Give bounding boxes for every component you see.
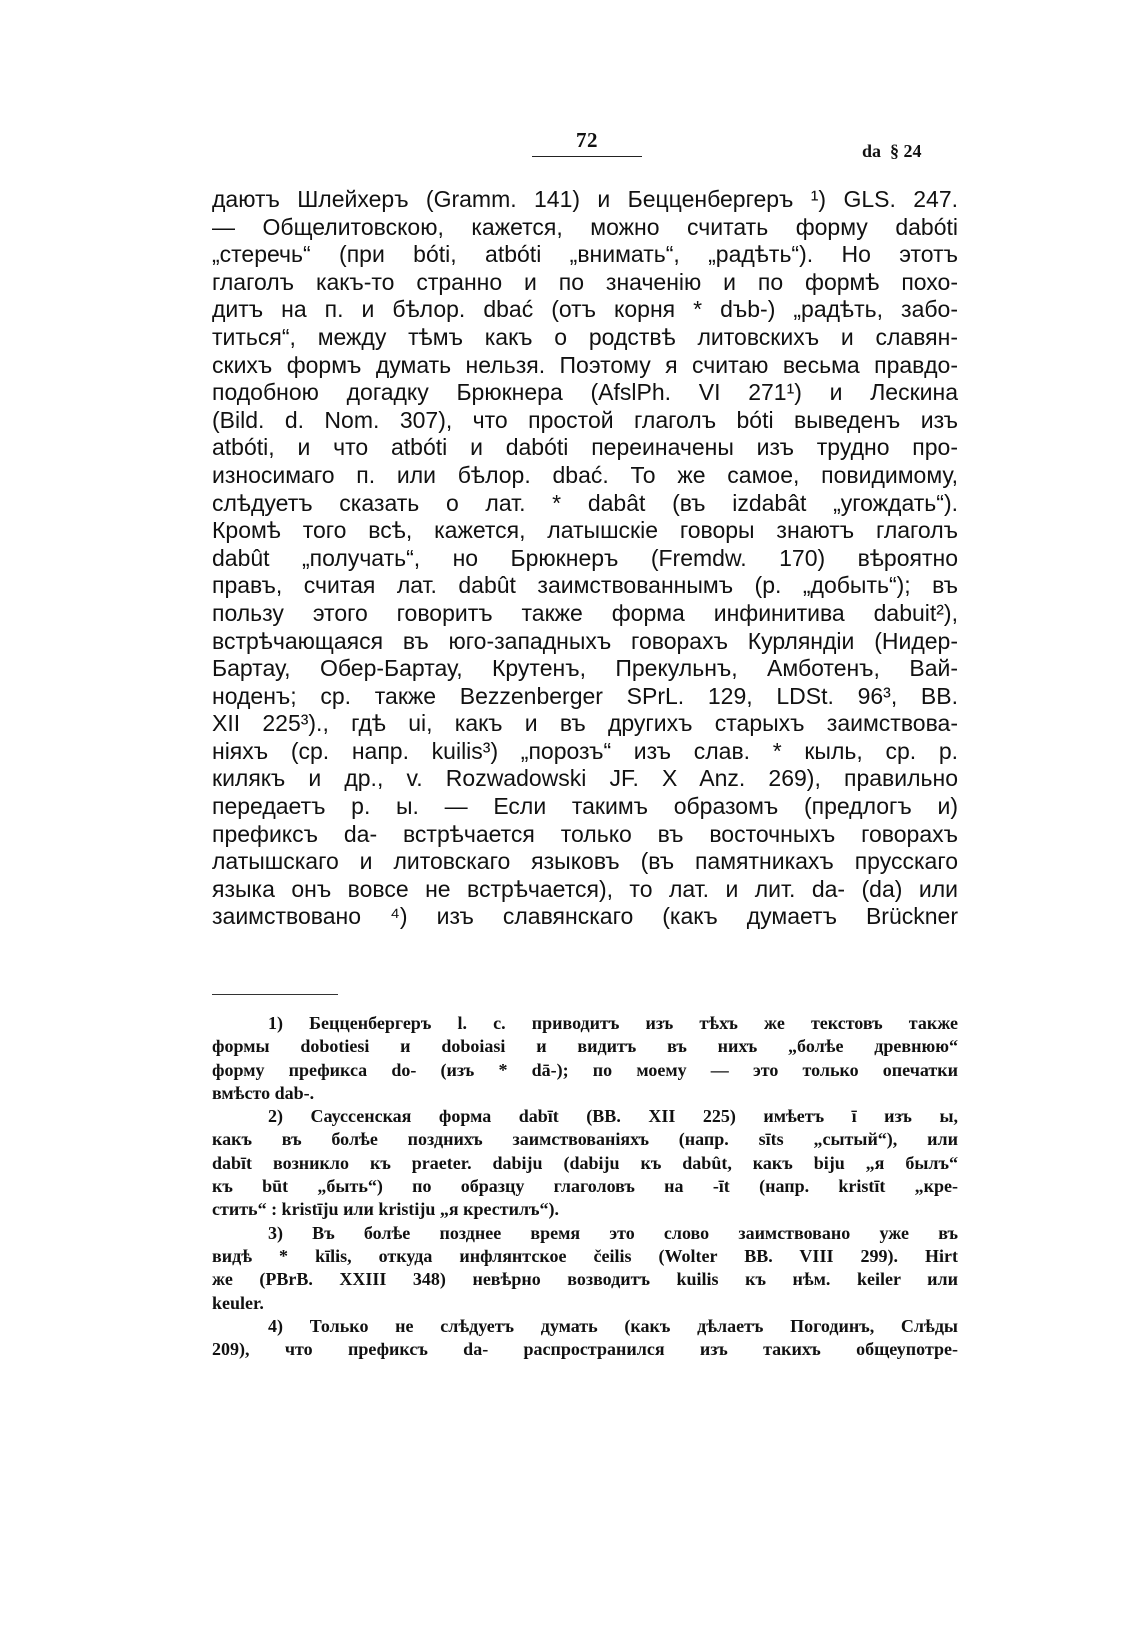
text-line: титься“, между тѣмъ какъ о родствѣ литовскихъ и славян- [212, 323, 958, 350]
main-text [212, 186, 958, 931]
text-line: (Bild. d. Nom. 307), что простой глаголъ bóti выведенъ изъ [212, 406, 958, 433]
footnote-line: 2) Сауссенская форма dabīt (BB. XII 225) имѣетъ ī изъ ы, [268, 1106, 958, 1127]
footnotes [212, 1012, 958, 1361]
text-line: латышскаго и литовскаго языковъ (въ памятникахъ прусскаго [212, 848, 958, 875]
footnote-line: къ būt „быть“) по образцу глаголовъ на -īt (напр. kristīt „кре- [212, 1176, 958, 1197]
text-line: „стеречь“ (при bóti, atbóti „внимать“, „радѣть“). Но этотъ [212, 241, 958, 268]
footnote-line: keuler. [212, 1292, 264, 1313]
text-line: Бартау, Обер-Бартау, Крутенъ, Прекульнъ, Амботенъ, Вай- [212, 655, 958, 682]
text-line: dabût „получать“, но Брюкнеръ (Fremdw. 170) вѣроятно [212, 544, 958, 571]
footnote-line: какъ въ болѣе позднихъ заимствованіяхъ (напр. sīts „сытый“), или [212, 1129, 958, 1150]
text-line: atbóti, и что atbóti и dabóti переиначены изъ трудно про- [212, 434, 958, 461]
text-line: — Общелитовскою, кажется, можно считать форму dabóti [212, 213, 958, 240]
footnote-line: 209), что префиксъ da- распространился изъ такихъ общеупотре- [212, 1339, 958, 1360]
text-line: передаетъ р. ы. — Если такимъ образомъ (предлогъ и) [212, 793, 958, 820]
page-header [0, 128, 1140, 178]
footnote-line: 1) Бецценбергеръ l. c. приводитъ изъ тѣхъ же текстовъ также [268, 1013, 958, 1033]
text-line: износимаго п. или бѣлор. dbać. То же самое, повидимому, [212, 461, 958, 488]
running-head: da § 24 [862, 141, 922, 161]
text-line: пользу этого говоритъ также форма инфинитива dabuit²), [212, 599, 958, 626]
footnote-line: видѣ * kīlis, откуда инфлянтское čeilis (Wolter BB. VIII 299). Hirt [212, 1245, 958, 1266]
text-line: встрѣчающаяся въ юго-западныхъ говорахъ Курляндіи (Нидер- [212, 627, 958, 654]
text-line: правъ, считая лат. dabût заимствованнымъ (р. „добыть“); въ [212, 572, 958, 599]
text-line: подобною догадку Брюкнера (AfslPh. VI 271¹) и Лескина [212, 379, 958, 406]
footnote-line: стить“ : kristīju или kristiju „я крестилъ“). [212, 1199, 560, 1220]
footnote-line: вмѣсто dab-. [212, 1082, 315, 1103]
page-number: 72 [576, 128, 598, 152]
footnote-line: 3) Въ болѣе позднее время это слово заимствовано уже въ [268, 1222, 958, 1243]
text-line: ноденъ; ср. также Bezzenberger SPrL. 129, LDSt. 96³, BB. [212, 682, 958, 709]
text-line: скихъ формъ думать нельзя. Поэтому я считаю весьма правдо- [212, 351, 958, 378]
text-line: слѣдуетъ сказать о лат. * dabât (въ izdabât „угождать“). [212, 489, 958, 516]
footnote-line: 4) Только не слѣдуетъ думать (какъ дѣлаетъ Погодинъ, Слѣды [268, 1315, 958, 1336]
text-line: дитъ на п. и бѣлор. dbać (отъ корня * dъb-) „радѣть, забо- [212, 296, 958, 323]
footnote-line: же (PBrB. XXIII 348) невѣрно возводитъ kuilis къ нѣм. keiler или [212, 1269, 958, 1290]
text-line: ніяхъ (ср. напр. kuilis³) „порозъ“ изъ слав. * кыль, ср. р. [212, 737, 958, 764]
text-line: заимствовано ⁴) изъ славянскаго (какъ думаетъ Brückner [212, 903, 958, 930]
page-number-rule [532, 156, 642, 157]
text-line: Кромѣ того всѣ, кажется, латышскіе говоры знаютъ глаголъ [212, 517, 958, 544]
footnote-line: форму префикса do- (изъ * dā-); по моему — это только опечатки [212, 1059, 958, 1080]
text-line: глаголъ какъ-то странно и по значенію и по формѣ похо- [212, 268, 958, 295]
text-line: префиксъ da- встрѣчается только въ восточныхъ говорахъ [212, 820, 958, 847]
text-line: килякъ и др., v. Rozwadowski JF. X Anz. 269), правильно [212, 765, 958, 792]
text-line: языка онъ вовсе не встрѣчается), то лат. и лит. da- (da) или [212, 875, 958, 902]
text-line: XII 225³)., гдѣ ui, какъ и въ другихъ старыхъ заимствова- [212, 710, 958, 737]
footnote-separator [212, 994, 338, 995]
text-line: даютъ Шлейхеръ (Gramm. 141) и Бецценбергеръ ¹) GLS. 247. [212, 186, 958, 212]
footnote-line: dabīt возникло къ praeter. dabiju (dabiju къ dabût, какъ biju „я былъ“ [212, 1152, 958, 1173]
footnote-line: формы dobotiesi и doboiasi и видитъ въ нихъ „болѣе древнюю“ [212, 1036, 958, 1057]
